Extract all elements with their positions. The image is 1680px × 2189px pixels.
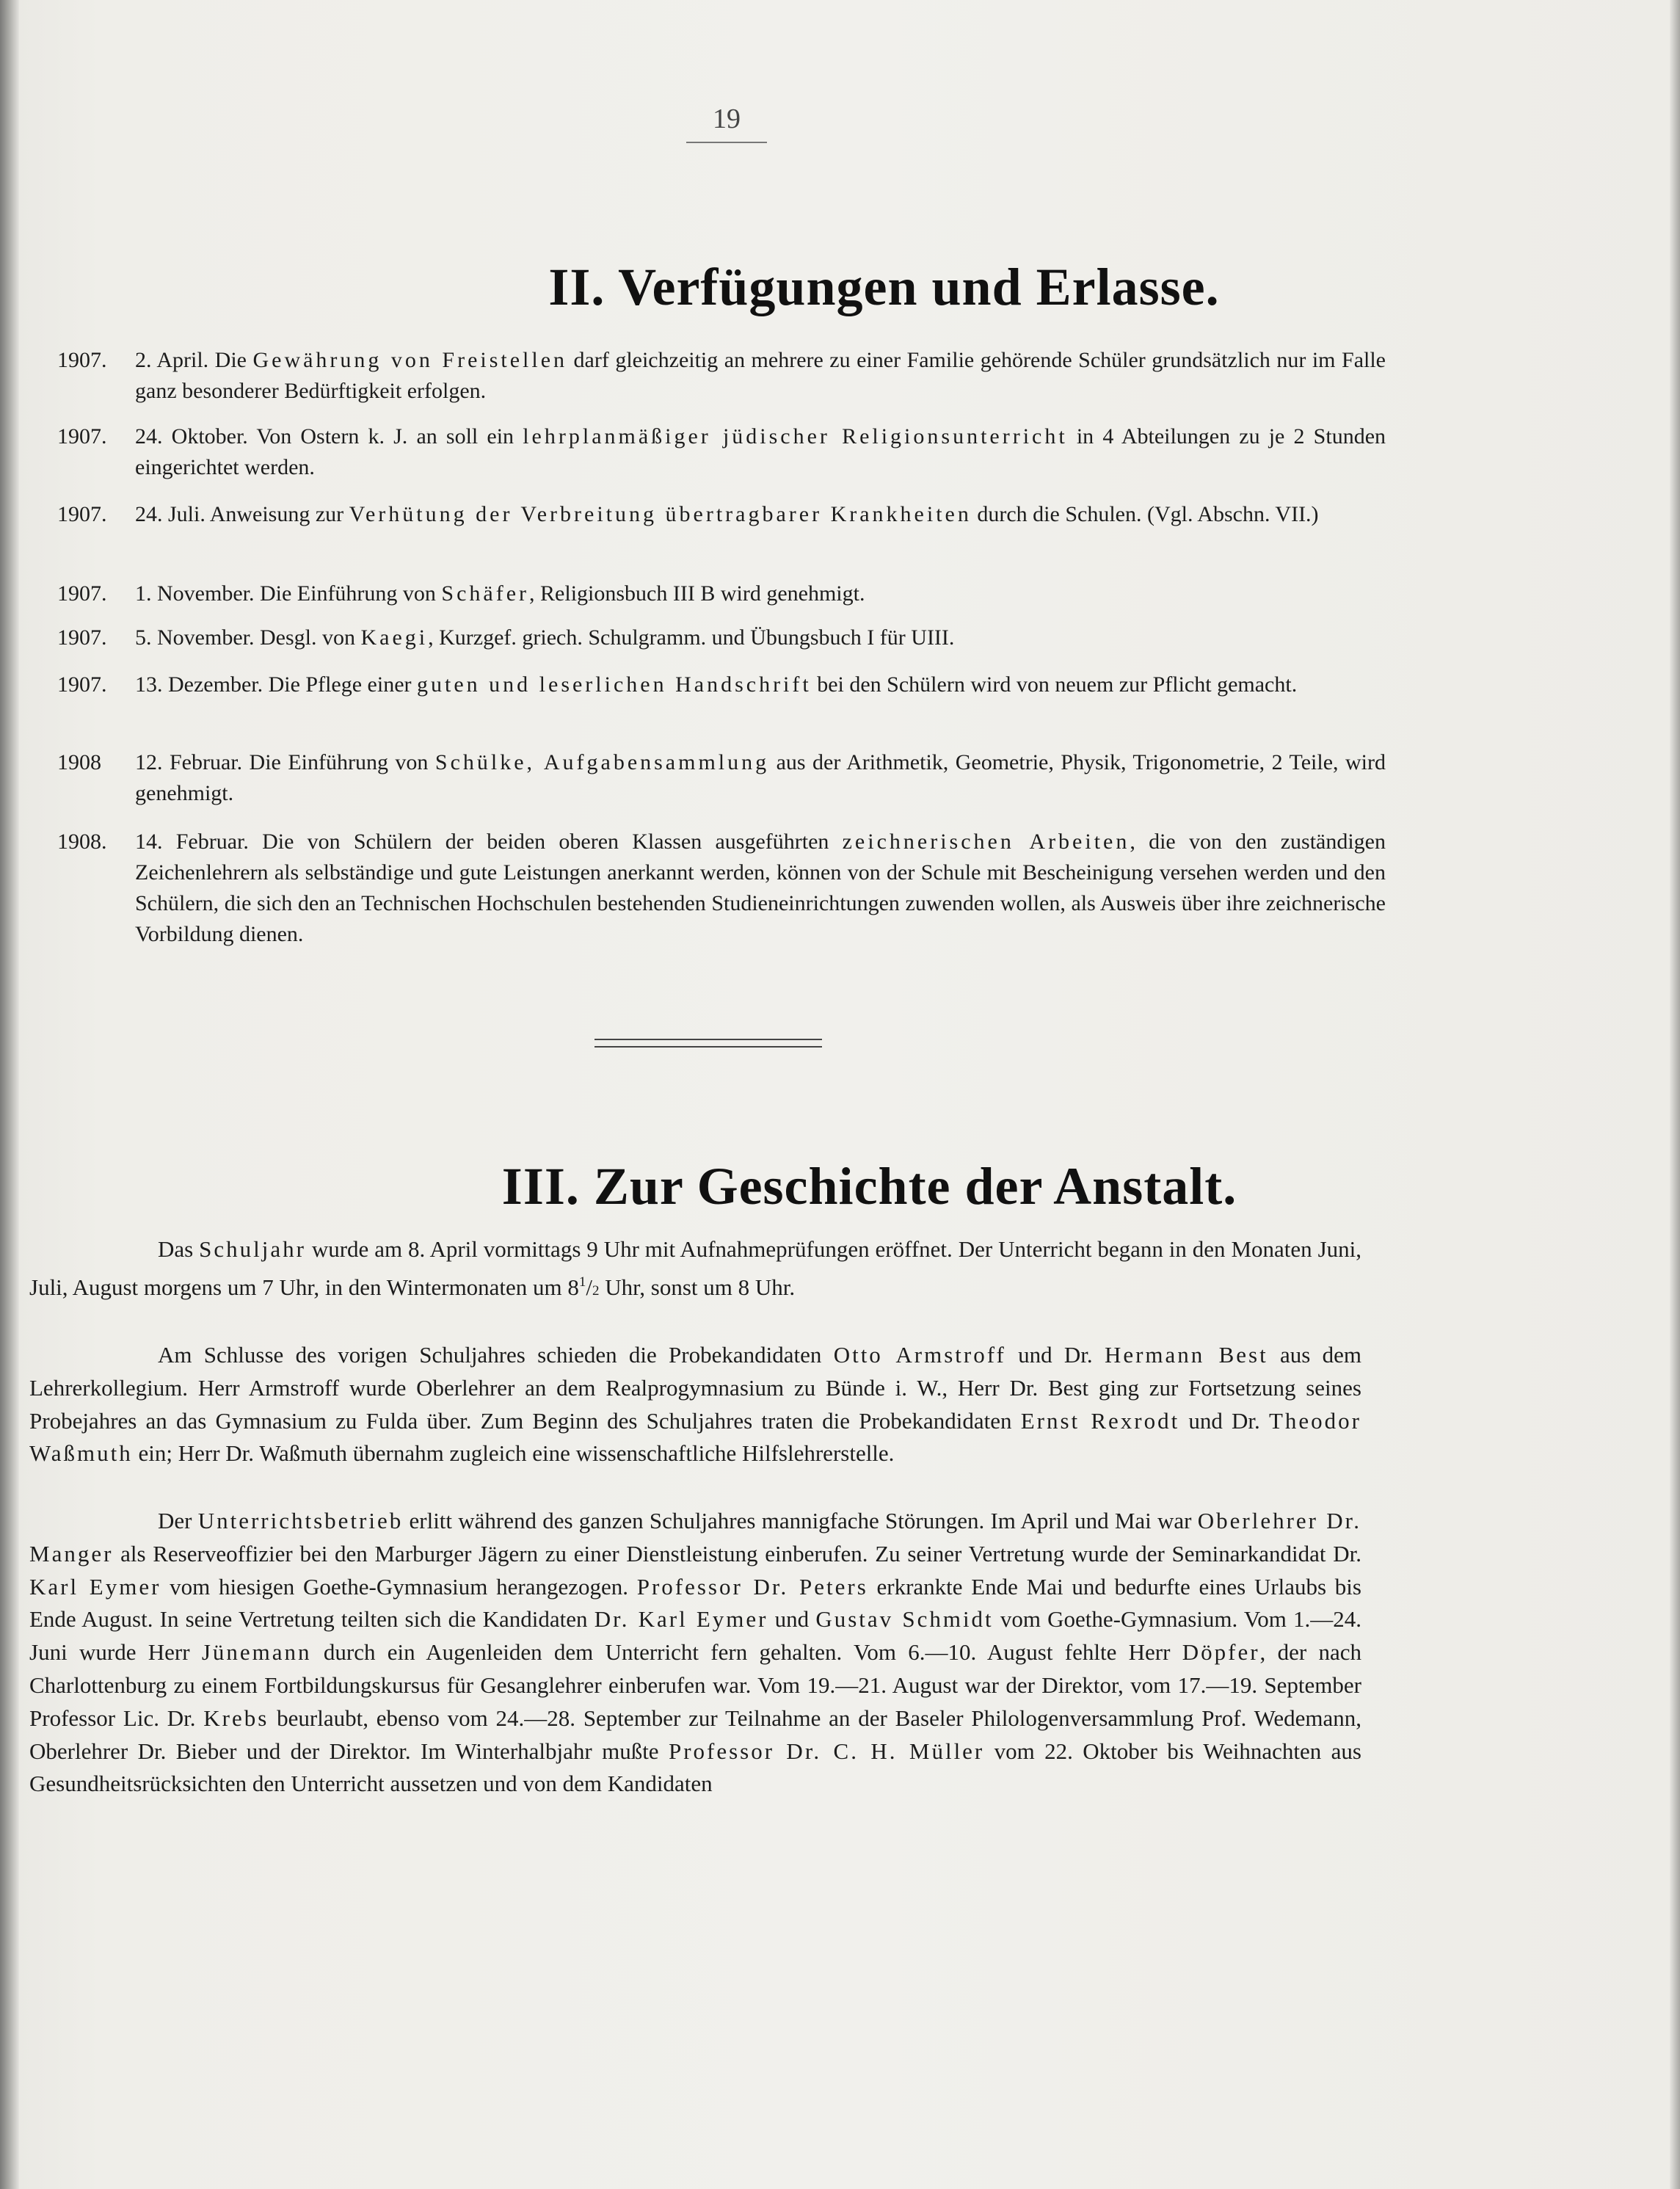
decree-year: 1908.: [57, 830, 107, 854]
decree-entry: [57, 622, 1386, 653]
decree-entry: [57, 827, 1386, 950]
section-divider: [594, 1039, 822, 1048]
history-paragraph: Der Unterrichtsbetrieb erlitt während des ganzen Schuljahres mannigfache Störungen. Im April und Mai war Oberlehrer Dr. Manger als Reserveoffizier bei den Marburger Jägern zu einer Dienstleistung einberufen. Zu seiner Vertretung wurde der Seminarkandidat Dr. Karl Eymer vom hiesigen Goethe-Gymnasium herangezogen. Professor Dr. Peters erkrankte Ende Mai und bedurfte eines Urlaubs bis Ende August. In seine Vertretung teilten sich die Kandidaten Dr. Karl Eymer und Gustav Schmidt vom Goethe-Gymnasium. Vom 1.—24. Juni wurde Herr Jünemann durch ein Augenleiden dem Unterricht fern gehalten. Vom 6.—10. August fehlte Herr Döpfer, der nach Charlottenburg zu einem Fortbildungskursus für Gesanglehrer einberufen war. Vom 19.—21. August war der Direktor, vom 17.—19. September Professor Lic. Dr. Krebs beurlaubt, ebenso vom 24.—28. September zur Teilnahme an der Baseler Philologenversammlung Prof. Wedemann, Oberlehrer Dr. Bieber und der Direktor. Im Winterhalbjahr mußte Professor Dr. C. H. Müller vom 22. Oktober bis Weihnachten aus Gesundheitsrücksichten den Unterricht aussetzen und von dem Kandidaten: [29, 1508, 1362, 1797]
page-edge-right: [1670, 0, 1680, 2189]
decree-entry: [57, 345, 1386, 407]
decree-year: 1907.: [57, 502, 107, 526]
decree-text: 1. November. Die Einführung von Schäfer, Religionsbuch III B wird genehmigt.: [135, 581, 865, 606]
decree-year: 1907.: [57, 581, 107, 606]
decree-text: 12. Februar. Die Einführung von Schülke, Aufgabensammlung aus der Arithmetik, Geometrie, Physik, Trigonometrie, 2 Teile, wird genehmigt.: [135, 750, 1386, 805]
history-paragraph: Am Schlusse des vorigen Schuljahres schieden die Probekandidaten Otto Armstroff und Dr. Hermann Best aus dem Lehrerkollegium. Herr Armstroff wurde Oberlehrer an dem Realprogymnasium zu Bünde i. W., Herr Dr. Best ging zur Fortsetzung seines Probejahres an das Gymnasium zu Fulda über. Zum Beginn des Schuljahres traten die Probekandidaten Ernst Rexrodt und Dr. Theodor Waßmuth ein; Herr Dr. Waßmuth übernahm zugleich eine wissenschaftliche Hilfslehrerstelle.: [29, 1342, 1362, 1467]
decree-year: 1907.: [57, 672, 107, 697]
page-edge-left: [0, 0, 19, 2189]
history-paragraph: Das Schuljahr wurde am 8. April vormittags 9 Uhr mit Aufnahmeprüfungen eröffnet. Der Unterricht begann in den Monaten Juni, Juli, August morgens um 7 Uhr, in den Wintermonaten um $8^1/2$ Uhr, sonst um 8 Uhr.: [29, 1236, 1361, 1300]
decree-year: 1908: [57, 750, 101, 774]
decree-entry: [57, 421, 1386, 483]
decree-text: 24. Oktober. Von Ostern k. J. an soll ein lehrplanmäßiger jüdischer Religionsunterricht in 4 Abteilungen zu je 2 Stunden eingerichtet werden.: [135, 424, 1386, 479]
decree-year: 1907.: [57, 348, 107, 372]
page-number: 19: [713, 104, 741, 134]
decree-entry: [57, 747, 1386, 809]
decree-year: 1907.: [57, 625, 107, 650]
decree-text: 13. Dezember. Die Pflege einer guten und leserlichen Handschrift bei den Schülern wird von neuem zur Pflicht gemacht.: [135, 672, 1298, 697]
decree-entry: [57, 669, 1386, 700]
decree-text: 2. April. Die Gewährung von Freistellen darf gleichzeitig an mehrere zu einer Familie gehörende Schüler grundsätzlich nur im Falle ganz besonderer Bedürftigkeit erfolgen.: [135, 348, 1386, 403]
section-heading-geschichte: III. Zur Geschichte der Anstalt.: [501, 1157, 1237, 1216]
section-heading-verfuegungen: II. Verfügungen und Erlasse.: [548, 258, 1220, 316]
decree-text: 14. Februar. Die von Schülern der beiden oberen Klassen ausgeführten zeichnerischen Arbeiten, die von den zuständigen Zeichenlehrern als selbständige und gute Leistungen anerkannt werden, können von der Schule mit Bescheinigung versehen werden und den Schülern, die sich den an Technischen Hochschulen bestehenden Studieneinrichtungen zuwenden wollen, als Ausweis über ihre zeichnerische Vorbildung dienen.: [135, 830, 1386, 946]
decree-year: 1907.: [57, 424, 107, 449]
decree-entry: [57, 499, 1386, 530]
decree-text: 5. November. Desgl. von Kaegi, Kurzgef. griech. Schulgramm. und Übungsbuch I für UIII.: [135, 625, 955, 650]
decree-text: 24. Juli. Anweisung zur Verhütung der Verbreitung übertragbarer Krankheiten durch die Schulen. (Vgl. Abschn. VII.): [135, 502, 1319, 526]
page-number-underline: [686, 142, 767, 143]
decree-entry: [57, 578, 1386, 609]
